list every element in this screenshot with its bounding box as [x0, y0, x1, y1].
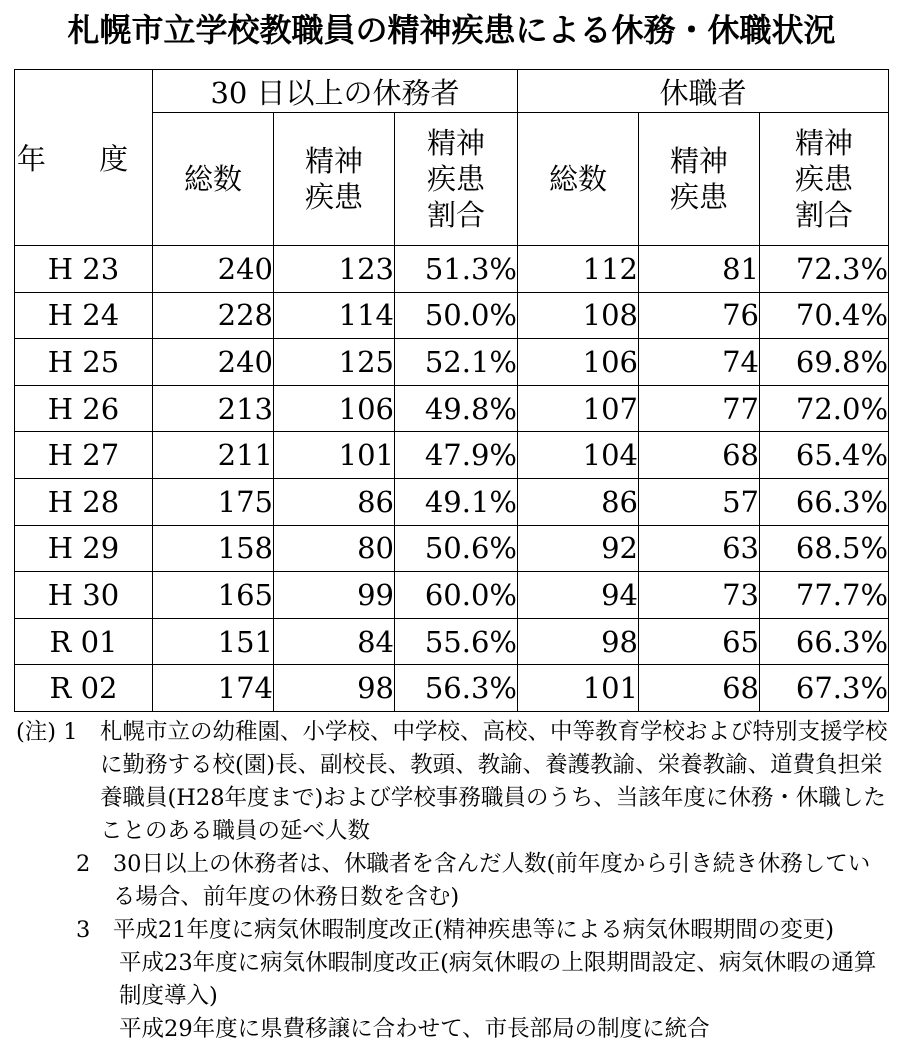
cell-absence-mental: 106	[274, 385, 395, 432]
note-3-label: 3	[76, 917, 113, 943]
cell-absence-mental: 125	[274, 339, 395, 386]
cell-year: H 28	[15, 478, 153, 525]
cell-leave-total: 86	[518, 478, 639, 525]
cell-leave-ratio: 69.8%	[760, 339, 889, 386]
cell-leave-mental: 74	[639, 339, 760, 386]
cell-leave-mental: 81	[639, 246, 760, 293]
cell-absence-mental: 98	[274, 665, 395, 712]
absence-30days-header: 30 日以上の休務者	[153, 70, 518, 113]
cell-absence-ratio: 52.1%	[395, 339, 518, 386]
cell-year: H 26	[15, 385, 153, 432]
cell-year: H 27	[15, 432, 153, 479]
cell-absence-mental: 80	[274, 525, 395, 572]
cell-leave-ratio: 65.4%	[760, 432, 889, 479]
cell-year: R 02	[15, 665, 153, 712]
note-1-text: 札幌市立の幼稚園、小学校、中学校、高校、中等教育学校および特別支援学校に勤務する校(園)長、副校長、教頭、教諭、養護教諭、栄養教諭、道費負担栄養職員(H28年度まで)および学校事務職員のうち、当該年度に休務・休職したことのある職員の延べ人数	[100, 719, 888, 844]
year-header: 年 度	[15, 70, 153, 246]
table-row	[15, 385, 889, 432]
cell-absence-mental: 99	[274, 572, 395, 619]
note-2	[16, 848, 890, 914]
table-row	[15, 292, 889, 339]
cell-absence-mental: 123	[274, 246, 395, 293]
table-row	[15, 618, 889, 665]
cell-leave-ratio: 70.4%	[760, 292, 889, 339]
cell-absence-mental: 101	[274, 432, 395, 479]
note-1	[16, 716, 890, 848]
table-row	[15, 246, 889, 293]
cell-leave-mental: 73	[639, 572, 760, 619]
leave-header: 休職者	[518, 70, 889, 113]
table-row	[15, 432, 889, 479]
cell-absence-total: 174	[153, 665, 274, 712]
cell-absence-total: 240	[153, 339, 274, 386]
cell-leave-total: 101	[518, 665, 639, 712]
cell-absence-total: 228	[153, 292, 274, 339]
cell-year: H 25	[15, 339, 153, 386]
cell-absence-ratio: 51.3%	[395, 246, 518, 293]
table-row	[15, 572, 889, 619]
cell-leave-total: 108	[518, 292, 639, 339]
cell-absence-mental: 114	[274, 292, 395, 339]
col-header-mental: 精神 疾患	[274, 113, 395, 246]
cell-absence-mental: 86	[274, 478, 395, 525]
table-row	[15, 339, 889, 386]
note-2-label: 2	[76, 851, 113, 877]
cell-year: H 24	[15, 292, 153, 339]
cell-year: H 23	[15, 246, 153, 293]
cell-absence-total: 213	[153, 385, 274, 432]
cell-leave-mental: 68	[639, 665, 760, 712]
cell-leave-total: 106	[518, 339, 639, 386]
note-3-sub-1: 平成23年度に病気休暇制度改正(病気休暇の上限期間設定、病気休暇の通算制度導入)	[119, 950, 877, 1009]
table-row	[15, 665, 889, 712]
cell-absence-total: 175	[153, 478, 274, 525]
cell-leave-total: 104	[518, 432, 639, 479]
cell-absence-ratio: 50.0%	[395, 292, 518, 339]
cell-leave-total: 98	[518, 618, 639, 665]
page-title: 札幌市立学校教職員の精神疾患による休務・休職状況	[67, 11, 836, 49]
cell-absence-total: 158	[153, 525, 274, 572]
cell-leave-mental: 76	[639, 292, 760, 339]
cell-year: H 30	[15, 572, 153, 619]
statistics-table	[14, 69, 889, 712]
cell-leave-mental: 65	[639, 618, 760, 665]
notes	[16, 716, 890, 1046]
note-3-text: 平成21年度に病気休暇制度改正(精神疾患等による病気休暇期間の変更)	[112, 917, 835, 943]
col-header-mental: 精神 疾患	[639, 113, 760, 246]
col-header-mental-ratio: 精神 疾患 割合	[395, 113, 518, 246]
cell-leave-mental: 77	[639, 385, 760, 432]
cell-leave-total: 92	[518, 525, 639, 572]
cell-absence-total: 240	[153, 246, 274, 293]
cell-leave-total: 112	[518, 246, 639, 293]
cell-absence-ratio: 55.6%	[395, 618, 518, 665]
cell-leave-ratio: 66.3%	[760, 478, 889, 525]
cell-absence-ratio: 47.9%	[395, 432, 518, 479]
cell-leave-ratio: 68.5%	[760, 525, 889, 572]
cell-leave-ratio: 67.3%	[760, 665, 889, 712]
cell-absence-total: 211	[153, 432, 274, 479]
col-header-mental-ratio: 精神 疾患 割合	[760, 113, 889, 246]
note-3-sub-2: 平成29年度に県費移譲に合わせて、市長部局の制度に統合	[119, 1016, 710, 1042]
cell-leave-mental: 68	[639, 432, 760, 479]
cell-absence-mental: 84	[274, 618, 395, 665]
cell-absence-total: 165	[153, 572, 274, 619]
cell-leave-mental: 57	[639, 478, 760, 525]
cell-absence-ratio: 50.6%	[395, 525, 518, 572]
cell-leave-ratio: 72.0%	[760, 385, 889, 432]
cell-leave-total: 107	[518, 385, 639, 432]
cell-leave-ratio: 66.3%	[760, 618, 889, 665]
note-1-label: (注) 1	[16, 719, 101, 745]
cell-absence-ratio: 49.1%	[395, 478, 518, 525]
cell-year: H 29	[15, 525, 153, 572]
note-2-text: 30日以上の休務者は、休職者を含んだ人数(前年度から引き続き休務している場合、前年度の休務日数を含む)	[112, 851, 871, 910]
cell-absence-ratio: 49.8%	[395, 385, 518, 432]
cell-absence-total: 151	[153, 618, 274, 665]
cell-year: R 01	[15, 618, 153, 665]
cell-leave-mental: 63	[639, 525, 760, 572]
cell-leave-ratio: 77.7%	[760, 572, 889, 619]
table-row	[15, 525, 889, 572]
col-header-total: 総数	[153, 113, 274, 246]
cell-absence-ratio: 60.0%	[395, 572, 518, 619]
cell-leave-total: 94	[518, 572, 639, 619]
table-row	[15, 478, 889, 525]
note-3	[16, 914, 890, 947]
cell-leave-ratio: 72.3%	[760, 246, 889, 293]
cell-absence-ratio: 56.3%	[395, 665, 518, 712]
col-header-total: 総数	[518, 113, 639, 246]
